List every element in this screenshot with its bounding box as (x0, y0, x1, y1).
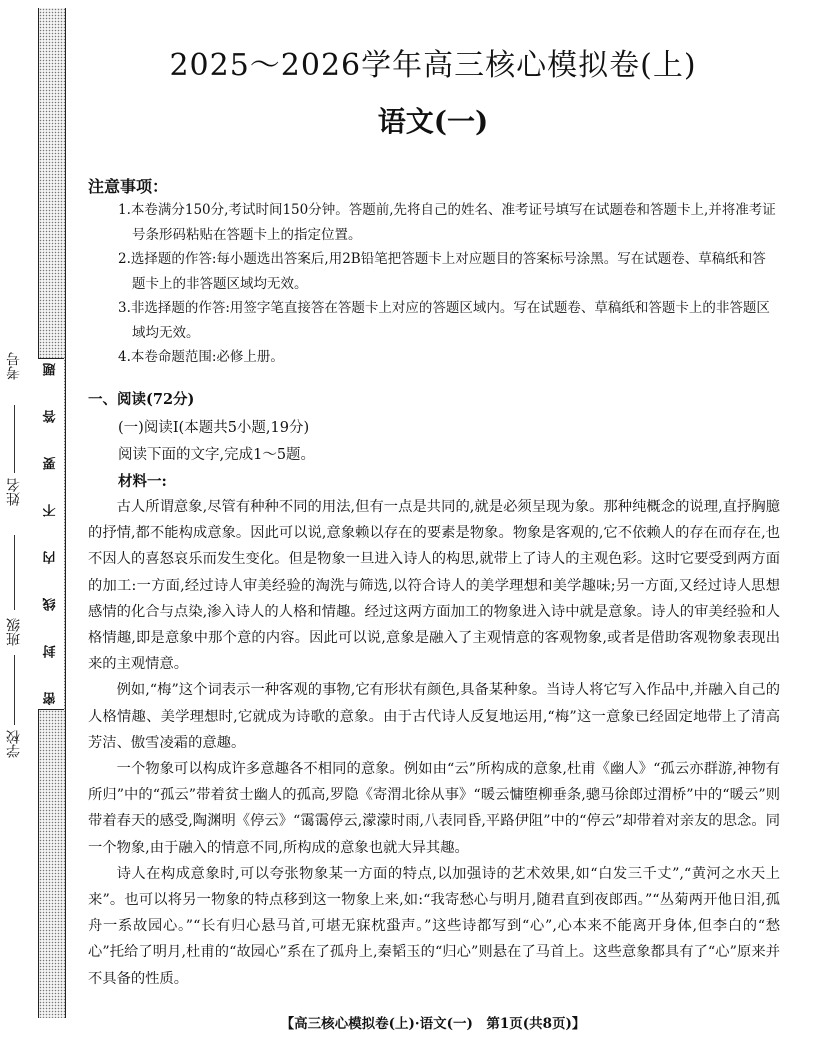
name-line (14, 405, 16, 473)
page-footer: 【高三核心模拟卷(上)·语文(一) 第1页(共8页)】 (280, 1016, 586, 1032)
paragraph: 一个物象可以构成许多意趣各不相同的意象。例如由“云”所构成的意象,杜甫《幽人》“孤云亦群游,神物有所归”中的“孤云”带着贫士幽人的孤高,罗隐《寄渭北徐从事》“暖云慵堕柳垂条,骢马徐郎过渭桥”中的“暖云”则带着春天的感受,陶渊明《停云》“霭霭停云,濛濛时雨,八表同昏,平路伊阻”中的“停云”却带着对亲友的思念。同一个物象,由于融入的情意不同,所构成的意象也就大异其趣。 (88, 761, 780, 856)
seal-char: 答 (43, 410, 59, 423)
seal-char: 线 (43, 598, 59, 611)
exam-id-label: 考号 (6, 352, 22, 380)
class-label: 班级 (6, 618, 22, 646)
instruction: 阅读下面的文字,完成1～5题。 (118, 447, 316, 463)
seal-char: 题 (43, 363, 59, 376)
notice-item: 1.本卷满分150分,考试时间150分钟。答题前,先将自己的姓名、准考证号填写在试题卷和答题卡上,并将准考证号条形码粘贴在答题卡上的指定位置。 (118, 202, 776, 243)
seal-char: 不 (43, 504, 59, 517)
seal-char: 内 (43, 551, 59, 564)
binding-strip (38, 8, 66, 1018)
seal-line-box (38, 358, 64, 710)
class-line (14, 535, 16, 610)
notice-item: 2.选择题的作答:每小题选出答案后,用2B铅笔把答题卡上对应题目的答案标号涂黑。写在试题卷、草稿纸和答题卡上的非答题区域均无效。 (118, 251, 766, 292)
notice-item: 3.非选择题的作答:用签字笔直接答在答题卡上对应的答题区域内。写在试题卷、草稿纸和答题卡上的非答题区域均无效。 (118, 300, 770, 341)
school-line (14, 655, 16, 725)
subsection-heading: (一)阅读Ⅰ(本题共5小题,19分) (118, 420, 310, 436)
name-label: 姓名 (6, 478, 22, 506)
seal-char: 封 (43, 645, 59, 658)
school-label: 学校 (6, 730, 22, 758)
subject-title: 语文(一) (377, 105, 489, 138)
student-info (0, 330, 34, 770)
exam-title: 2025～2026学年高三核心模拟卷(上) (169, 48, 697, 83)
notice-title: 注意事项： (88, 177, 169, 196)
notice-list (118, 198, 778, 370)
paragraph: 古人所谓意象,尽管有种种不同的用法,但有一点是共同的,就是必须呈现为象。那种纯概念的说理,直抒胸臆的抒情,都不能构成意象。因此可以说,意象赖以存在的要素是物象。物象是客观的,它不依赖人的存在而存在,也不因人的喜怒哀乐而发生变化。但是物象一旦进入诗人的构思,就带上了诗人的主观色彩。这时它要受到两方面的加工:一方面,经过诗人审美经验的淘洗与筛选,以符合诗人的美学理想和美学趣味;另一方面,又经过诗人思想感情的化合与点染,渗入诗人的人格和情趣。经过这两方面加工的物象进入诗中就是意象。诗人的审美经验和人格情趣,即是意象中那个意的内容。因此可以说,意象是融入了主观情意的客观物象,或者是借助客观物象表现出来的主观情意。 (88, 499, 780, 673)
seal-char: 密 (43, 692, 59, 705)
paragraph: 例如,“梅”这个词表示一种客观的事物,它有形状有颜色,具备某种象。当诗人将它写入作品中,并融入自己的人格情趣、美学理想时,它就成为诗歌的意象。由于古代诗人反复地运用,“梅”这一意象已经固定地带上了清高芳洁、傲雪凌霜的意趣。 (88, 682, 780, 751)
paragraph: 诗人在构成意象时,可以夸张物象某一方面的特点,以加强诗的艺术效果,如“白发三千丈”,“黄河之水天上来”。也可以将另一物象的特点移到这一物象上来,如:“我寄愁心与明月,随君直到夜郎西。”“丛菊两开他日泪,孤舟一系故园心。”“长有归心悬马首,可堪无寐枕蛩声。”这些诗都写到“心”,心本来不能离开身体,但李白的“愁心”托给了明月,杜甫的“故园心”系在了孤舟上,秦韬玉的“归心”则悬在了马首上。这些意象都具有了“心”原来并不具备的性质。 (88, 865, 780, 987)
material-label: 材料一: (118, 473, 167, 490)
section-heading: 一、阅读(72分) (88, 391, 195, 408)
seal-char: 要 (43, 457, 59, 470)
seal-text (38, 363, 64, 705)
notice-item: 4.本卷命题范围:必修上册。 (118, 349, 284, 365)
reading-passage (88, 494, 780, 992)
